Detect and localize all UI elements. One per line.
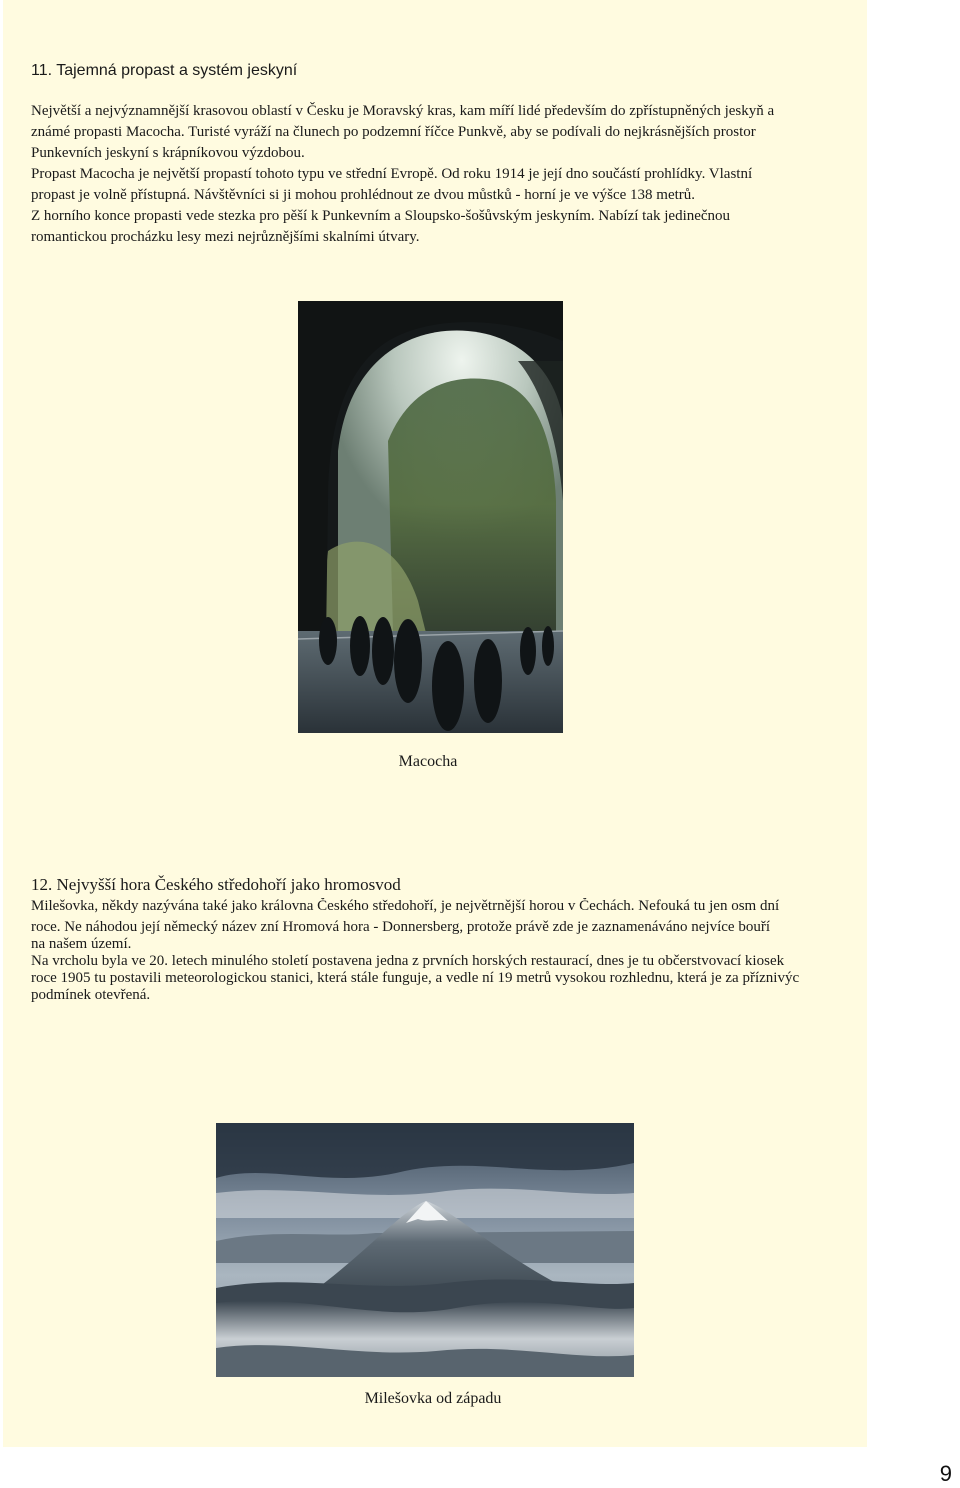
body-line: na našem území. — [31, 936, 132, 952]
milesovka-photo — [216, 1123, 634, 1377]
page-number: 9 — [939, 1461, 952, 1486]
body-line: roce. Ne náhodou její německý název zní Hromová hora - Donnersberg, protože právě zde je zaznamenáváno nejvíce bouří — [31, 919, 770, 935]
body-line: romantickou procházku lesy mezi nejrůznějšími skalními útvary. — [31, 229, 420, 245]
section-11-heading: 11. Tajemná propast a systém jeskyní — [31, 62, 298, 79]
body-line: roce 1905 tu postavili meteorologickou stanici, která stále funguje, a vedle ní 19 metrů vysokou rozhlednu, která je za příznivýc — [31, 970, 800, 986]
body-line: propast je volně přístupná. Návštěvníci si ji mohou prohlédnout ze dvou můstků - horní je ve výšce 138 metrů. — [31, 187, 696, 203]
body-line: Punkevních jeskyní s krápníkovou výzdobou. — [31, 145, 305, 161]
document-page — [3, 0, 867, 1447]
body-line: Milešovka, někdy nazývána také jako královna Českého středohoří, je největrnější horou v Čechách. Nefouká tu jen osm dní — [31, 898, 780, 914]
body-line: Z horního konce propasti vede stezka pro pěší k Punkevním a Sloupsko-šošůvským jeskyním. Nabízí tak jedinečnou — [31, 208, 731, 224]
macocha-photo — [298, 301, 563, 733]
milesovka-caption: Milešovka od západu — [364, 1390, 502, 1407]
body-line: známé propasti Macocha. Turisté vyráží na člunech po podzemní říčce Punkvě, aby se podívali do nejkrásnějších prostor — [31, 124, 756, 140]
macocha-caption: Macocha — [398, 753, 458, 770]
body-line: Největší a nejvýznamnější krasovou oblastí v Česku je Moravský kras, kam míří lidé především do zpřístupněných jeskyň a — [31, 103, 775, 119]
body-line: Na vrcholu byla ve 20. letech minulého století postavena jedna z prvních horských restaurací, dnes je tu občerstvovací kiosek — [31, 953, 785, 969]
section-11-body — [31, 101, 867, 248]
body-line: podmínek otevřená. — [31, 987, 151, 1003]
section-12-body-a — [31, 898, 867, 1004]
section-12-heading: 12. Nejvyšší hora Českého středohoří jako hromosvod — [31, 875, 401, 894]
body-line: Propast Macocha je největší propastí tohoto typu ve střední Evropě. Od roku 1914 je její dno součástí prohlídky. Vlastní — [31, 166, 753, 182]
